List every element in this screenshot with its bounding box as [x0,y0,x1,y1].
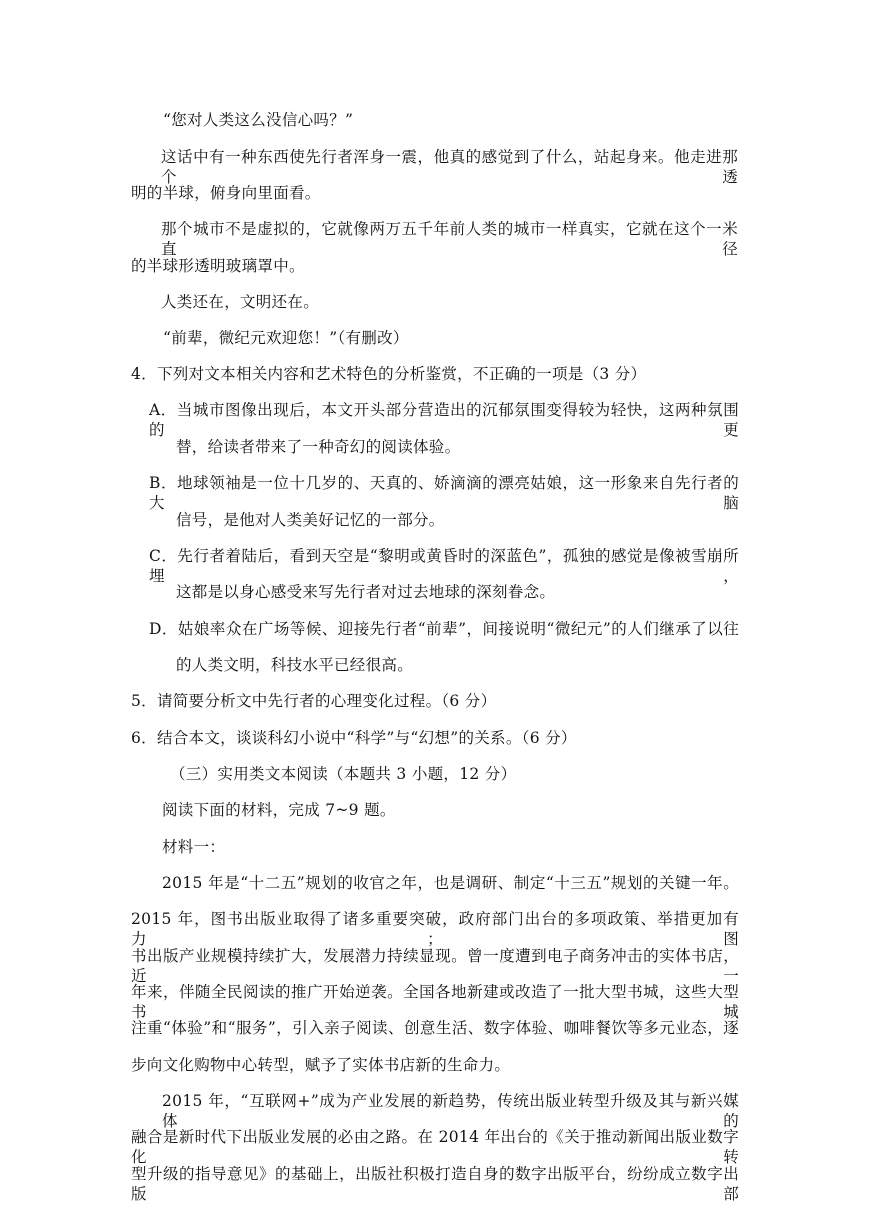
paragraph-line: 年来，伴随全民阅读的推广开始逆袭。全国各地新建或改造了一批大型书城，这些大型书城 [131,983,739,1021]
paragraph-line: 注重“体验”和“服务”，引入亲子阅读、创意生活、数字体验、咖啡餐饮等多元业态，逐 [131,1019,739,1037]
paragraph-line: 步向文化购物中心转型，赋予了实体书店新的生命力。 [131,1056,511,1074]
question-4-option-c-cont: 这都是以身心感受来写先行者对过去地球的深刻眷念。 [176,583,556,601]
question-4-option-a: A．当城市图像出现后，本文开头部分营造出的沉郁氛围变得较为轻快，这两种氛围的更 [149,401,739,439]
question-4-option-a-cont: 替，给读者带来了一种奇幻的阅读体验。 [176,438,461,456]
question-4-option-c: C．先行者着陆后，看到天空是“黎明或黄昏时的深蓝色”，孤独的感觉是像被雪崩所埋， [149,547,739,585]
paragraph-line: 明的半球，俯身向里面看。 [131,184,321,202]
paragraph-line: 那个城市不是虚拟的，它就像两万五千年前人类的城市一样真实，它就在这个一米直径 [161,220,738,258]
dialogue-line: “前辈，微纪元欢迎您！”（有删改） [163,329,409,347]
question-4-stem: 4．下列对文本相关内容和艺术特色的分析鉴赏，不正确的一项是（3 分） [131,365,647,383]
paragraph-line: 的半球形透明玻璃罩中。 [131,257,305,275]
section-heading: （三）实用类文本阅读（本题共 3 小题，12 分） [170,765,517,783]
question-6: 6．结合本文，谈谈科幻小说中“科学”与“幻想”的关系。（6 分） [131,729,577,747]
question-4-option-d-cont: 的人类文明，科技水平已经很高。 [176,656,414,674]
paragraph-line: 2015 年是“十二五”规划的收官之年，也是调研、制定“十三五”规划的关键一年。 [162,874,739,892]
paragraph-line: 型升级的指导意见》的基础上，出版社积极打造自身的数字出版平台，纷纷成立数字出版部 [131,1165,739,1203]
paragraph-line: 书出版产业规模持续扩大，发展潜力持续显现。曾一度遭到电子商务冲击的实体书店，近一 [131,947,739,985]
paragraph-line: 这话中有一种东西使先行者浑身一震，他真的感觉到了什么，站起身来。他走进那个透 [161,148,738,186]
section-instruction: 阅读下面的材料，完成 7~9 题。 [162,801,396,819]
dialogue-line: “您对人类这么没信心吗？” [163,111,354,129]
paragraph-line: 融合是新时代下出版业发展的必由之路。在 2014 年出台的《关于推动新闻出版业数字化转 [131,1128,739,1166]
question-5: 5．请简要分析文中先行者的心理变化过程。（6 分） [131,692,497,710]
paragraph-line: 人类还在，文明还在。 [161,293,320,311]
paragraph-line: 2015 年，“互联网+”成为产业发展的新趋势，传统出版业转型升级及其与新兴媒体的 [162,1092,739,1130]
paragraph-line: 2015 年，图书出版业取得了诸多重要突破，政府部门出台的多项政策、举措更加有力；图 [131,910,739,948]
question-4-option-d: D．姑娘率众在广场等候、迎接先行者“前辈”，间接说明“微纪元”的人们继承了以往 [149,620,739,638]
question-4-option-b: B．地球领袖是一位十几岁的、天真的、娇滴滴的漂亮姑娘，这一形象来自先行者的大脑 [149,474,739,512]
question-4-option-b-cont: 信号，是他对人类美好记忆的一部分。 [176,511,445,529]
material-label: 材料一： [162,838,226,856]
